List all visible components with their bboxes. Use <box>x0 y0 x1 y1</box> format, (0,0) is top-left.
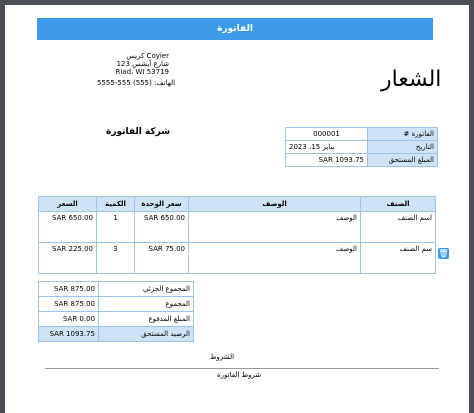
invoice-page <box>5 5 469 413</box>
header-item: الصنف <box>361 197 436 212</box>
meta-row-date <box>286 141 438 154</box>
balance-due-value: SAR 1093.75 <box>39 327 99 342</box>
amount-due-label: المبلغ المستحق <box>368 154 438 167</box>
balance-due-row <box>39 327 194 342</box>
item-description[interactable]: الوصف <box>189 243 361 274</box>
table-row <box>39 243 436 274</box>
totals-table <box>38 281 194 342</box>
amount-paid-row <box>39 312 194 327</box>
line-items-table <box>38 196 436 274</box>
invoice-number-label: الفاتورة # <box>368 128 438 141</box>
subtotal-value: SAR 875.00 <box>39 282 99 297</box>
meta-row-number <box>286 128 438 141</box>
amount-due-value: SAR 1093.75 <box>286 154 368 167</box>
terms-divider <box>45 368 439 369</box>
address-line-1: كريس Coyier <box>126 52 169 60</box>
item-quantity[interactable]: 1 <box>97 212 135 243</box>
address-line-3: Riad، WI 53719 <box>115 68 169 76</box>
item-unit-cost[interactable]: SAR 75.00 <box>135 243 189 274</box>
delete-row-button[interactable] <box>438 248 449 259</box>
total-value: SAR 875.00 <box>39 297 99 312</box>
terms-heading: الشروط <box>210 353 235 361</box>
item-quantity[interactable]: 3 <box>97 243 135 274</box>
items-header-row <box>39 197 436 212</box>
invoice-date-label: التاريخ <box>368 141 438 154</box>
subtotal-label: المجموع الجزئي <box>99 282 194 297</box>
item-name[interactable]: اسم الصنف <box>361 212 436 243</box>
header-description: الوصف <box>189 197 361 212</box>
item-unit-cost[interactable]: SAR 650.00 <box>135 212 189 243</box>
company-phone: الهاتف: (555) 555-5555 <box>97 79 176 87</box>
header-price: السعر <box>39 197 97 212</box>
item-description[interactable]: الوصف <box>189 212 361 243</box>
header-quantity: الكمية <box>97 197 135 212</box>
item-price: SAR 650.00 <box>39 212 97 243</box>
subtotal-row <box>39 282 194 297</box>
amount-paid-label: المبلغ المدفوع <box>99 312 194 327</box>
meta-row-due <box>286 154 438 167</box>
invoice-date-value[interactable]: يناير 15، 2023 <box>286 141 368 154</box>
total-label: المجموع <box>99 297 194 312</box>
balance-due-label: الرصيد المستحق <box>99 327 194 342</box>
header-unit-cost: سعر الوحدة <box>135 197 189 212</box>
terms-text[interactable]: شروط الفاتورة <box>217 371 262 379</box>
company-address <box>115 52 169 76</box>
total-row <box>39 297 194 312</box>
amount-paid-value[interactable]: SAR 0.00 <box>39 312 99 327</box>
invoice-number-value[interactable]: 000001 <box>286 128 368 141</box>
company-name: شركة الفاتورة <box>106 127 171 137</box>
item-price: SAR 225.00 <box>39 243 97 274</box>
table-row <box>39 212 436 243</box>
item-name[interactable]: سم الصنف <box>361 243 436 274</box>
address-line-2: 123 شارع أيشس <box>116 60 169 68</box>
trash-icon: 🗑 <box>438 249 449 258</box>
invoice-meta-table <box>285 127 438 167</box>
company-logo: الشعار <box>381 67 442 92</box>
invoice-banner: الفاتورة <box>37 18 433 40</box>
